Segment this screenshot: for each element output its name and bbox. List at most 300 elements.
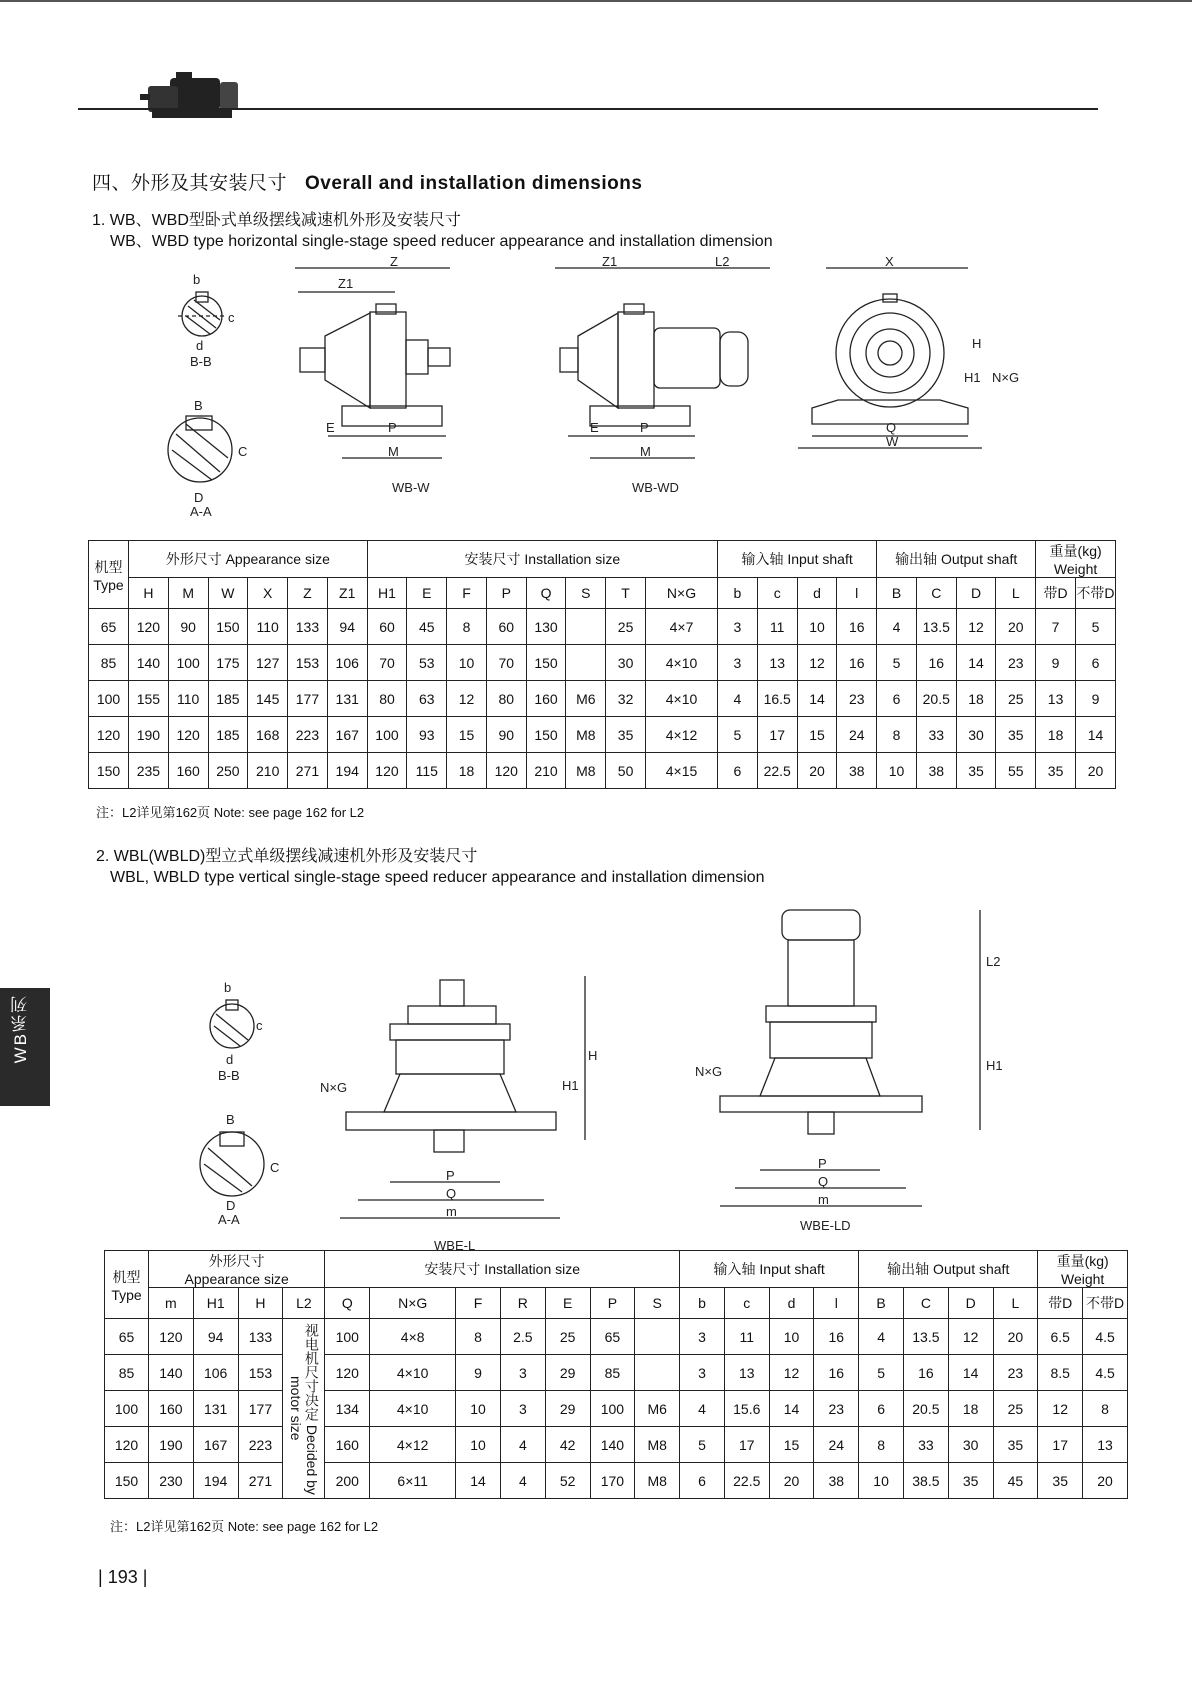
table-cell: 85 xyxy=(590,1355,635,1391)
table-cell: 168 xyxy=(248,717,288,753)
table-cell: 33 xyxy=(916,717,956,753)
table-cell: 20 xyxy=(1083,1463,1128,1499)
svg-text:m: m xyxy=(818,1192,829,1207)
table-cell: 133 xyxy=(288,609,328,645)
table-cell: 130 xyxy=(526,609,566,645)
table-cell: 235 xyxy=(129,753,169,789)
table-cell: 3 xyxy=(718,645,758,681)
column-header: H xyxy=(129,578,169,609)
table-cell: 23 xyxy=(993,1355,1038,1391)
table-cell: 4 xyxy=(500,1427,545,1463)
l2-merged-cell xyxy=(283,1319,325,1499)
table-row xyxy=(105,1463,1128,1499)
table-cell: 18 xyxy=(956,681,996,717)
column-header: P xyxy=(486,578,526,609)
column-header: d xyxy=(769,1288,814,1319)
table-cell: 15 xyxy=(769,1427,814,1463)
table-cell: 13.5 xyxy=(903,1319,948,1355)
table-cell: 8 xyxy=(859,1427,904,1463)
table-cell: 6×11 xyxy=(370,1463,456,1499)
wb-w-view xyxy=(295,254,450,495)
table-cell: 4 xyxy=(859,1319,904,1355)
table-cell: 4×10 xyxy=(370,1355,456,1391)
svg-text:d: d xyxy=(226,1052,234,1067)
table-cell: 175 xyxy=(208,645,248,681)
table-cell: 32 xyxy=(606,681,646,717)
svg-text:C: C xyxy=(270,1160,280,1175)
table-cell: 210 xyxy=(526,753,566,789)
svg-text:C: C xyxy=(238,444,248,459)
table-cell: 170 xyxy=(590,1463,635,1499)
table-cell: 133 xyxy=(238,1319,283,1355)
table-cell: 177 xyxy=(238,1391,283,1427)
svg-text:A-A: A-A xyxy=(218,1212,240,1227)
table-cell: 25 xyxy=(606,609,646,645)
table-cell: 50 xyxy=(606,753,646,789)
svg-text:WBE-L: WBE-L xyxy=(434,1238,476,1253)
table-cell: 35 xyxy=(948,1463,993,1499)
table-cell: 45 xyxy=(407,609,447,645)
column-header: E xyxy=(407,578,447,609)
table-cell: 8 xyxy=(456,1319,501,1355)
table-cell: 10 xyxy=(859,1463,904,1499)
svg-text:P: P xyxy=(388,420,397,435)
table-cell: 194 xyxy=(327,753,367,789)
table-cell: 4×12 xyxy=(370,1427,456,1463)
table-cell: 4×7 xyxy=(645,609,717,645)
table-cell: 120 xyxy=(168,717,208,753)
svg-text:M: M xyxy=(640,444,651,459)
column-header: W xyxy=(208,578,248,609)
column-header: F xyxy=(447,578,487,609)
table-cell: 110 xyxy=(248,609,288,645)
table-cell: 18 xyxy=(447,753,487,789)
table-cell: 12 xyxy=(948,1319,993,1355)
table-cell: 33 xyxy=(903,1427,948,1463)
svg-text:D: D xyxy=(226,1198,236,1213)
table-cell: 14 xyxy=(769,1391,814,1427)
table-cell: 80 xyxy=(486,681,526,717)
table-cell: 3 xyxy=(500,1391,545,1427)
table-cell: 17 xyxy=(1038,1427,1083,1463)
table-cell: 10 xyxy=(877,753,917,789)
column-header: Q xyxy=(526,578,566,609)
table-cell: 94 xyxy=(193,1319,238,1355)
table-cell: 25 xyxy=(996,681,1036,717)
table-cell: 13.5 xyxy=(916,609,956,645)
svg-text:H1: H1 xyxy=(562,1078,579,1093)
column-header: Q xyxy=(325,1288,370,1319)
table-row xyxy=(105,1355,1128,1391)
table-cell: 35 xyxy=(606,717,646,753)
column-header: L2 xyxy=(283,1288,325,1319)
svg-text:H1: H1 xyxy=(964,370,981,385)
svg-text:WB-W: WB-W xyxy=(392,480,430,495)
table-cell: 11 xyxy=(757,609,797,645)
column-header: S xyxy=(566,578,606,609)
table-cell: 38 xyxy=(837,753,877,789)
table-cell: 100 xyxy=(168,645,208,681)
table-cell: 6 xyxy=(718,753,758,789)
column-header: X xyxy=(248,578,288,609)
table-cell: 110 xyxy=(168,681,208,717)
table-cell: 14 xyxy=(948,1355,993,1391)
table-cell: 185 xyxy=(208,717,248,753)
table-cell: 230 xyxy=(149,1463,194,1499)
table-cell: 6 xyxy=(859,1391,904,1427)
table-cell: M8 xyxy=(566,753,606,789)
bb-section-2 xyxy=(210,980,263,1083)
svg-text:b: b xyxy=(193,272,201,287)
column-header: 不带D xyxy=(1083,1288,1128,1319)
table-cell xyxy=(566,645,606,681)
column-header: F xyxy=(456,1288,501,1319)
table-cell: 4×10 xyxy=(370,1391,456,1427)
table-cell: 5 xyxy=(680,1427,725,1463)
table-cell: 223 xyxy=(238,1427,283,1463)
table-cell: 153 xyxy=(238,1355,283,1391)
table-cell: 16 xyxy=(814,1355,859,1391)
table-cell: 3 xyxy=(680,1319,725,1355)
table-cell: 120 xyxy=(89,717,129,753)
column-header: C xyxy=(903,1288,948,1319)
table-cell: 4×12 xyxy=(645,717,717,753)
svg-text:L2: L2 xyxy=(715,254,730,269)
svg-text:Z: Z xyxy=(390,254,398,269)
table-cell: 120 xyxy=(367,753,407,789)
svg-text:b: b xyxy=(224,980,232,995)
table-cell: 140 xyxy=(590,1427,635,1463)
table-cell: 38 xyxy=(916,753,956,789)
table-cell: 4.5 xyxy=(1083,1355,1128,1391)
table-cell: 4×10 xyxy=(645,681,717,717)
wb-wd-view xyxy=(555,254,770,495)
front-view xyxy=(798,254,1019,449)
table-cell: 194 xyxy=(193,1463,238,1499)
table-cell: 4×15 xyxy=(645,753,717,789)
column-header: D xyxy=(956,578,996,609)
svg-text:Q: Q xyxy=(886,420,897,435)
column-header: N×G xyxy=(370,1288,456,1319)
wbe-ld-view xyxy=(695,910,1003,1233)
table-cell: 10 xyxy=(456,1391,501,1427)
table-cell: 127 xyxy=(248,645,288,681)
table-cell: 65 xyxy=(105,1319,149,1355)
table-cell: 131 xyxy=(193,1391,238,1427)
table-cell: 6 xyxy=(680,1463,725,1499)
table-cell: 12 xyxy=(447,681,487,717)
l2-note xyxy=(288,1319,320,1498)
table-cell: 14 xyxy=(1075,717,1115,753)
part2-note: 注：L2详见第162页 Note: see page 162 for L2 xyxy=(110,1519,379,1534)
table-cell: 29 xyxy=(545,1355,590,1391)
svg-text:Q: Q xyxy=(446,1186,457,1201)
table-row xyxy=(89,609,1116,645)
column-header: D xyxy=(948,1288,993,1319)
svg-text:N×G: N×G xyxy=(695,1064,723,1079)
part1-diagrams xyxy=(150,254,1080,528)
aa-section-1 xyxy=(168,398,247,519)
bb-section-1 xyxy=(178,272,235,369)
column-header: 带D xyxy=(1036,578,1076,609)
column-header: H1 xyxy=(193,1288,238,1319)
table-cell: 190 xyxy=(129,717,169,753)
table-cell: 177 xyxy=(288,681,328,717)
table-cell: 15.6 xyxy=(724,1391,769,1427)
table-cell: 35 xyxy=(1038,1463,1083,1499)
column-header: S xyxy=(635,1288,680,1319)
table-cell: 13 xyxy=(757,645,797,681)
svg-text:c: c xyxy=(256,1018,263,1033)
table-cell: 90 xyxy=(168,609,208,645)
table-cell: 20.5 xyxy=(903,1391,948,1427)
svg-text:P: P xyxy=(446,1168,455,1183)
column-header: c xyxy=(724,1288,769,1319)
svg-text:d: d xyxy=(196,338,204,353)
table-cell: 52 xyxy=(545,1463,590,1499)
table-cell: 115 xyxy=(407,753,447,789)
table-cell: 120 xyxy=(149,1319,194,1355)
table-cell: 70 xyxy=(486,645,526,681)
table-cell: 150 xyxy=(208,609,248,645)
header-motor-logo xyxy=(140,70,250,132)
table-cell: 18 xyxy=(1036,717,1076,753)
table-cell: 106 xyxy=(327,645,367,681)
column-header: 不带D xyxy=(1075,578,1115,609)
table-cell: 6.5 xyxy=(1038,1319,1083,1355)
svg-text:E: E xyxy=(590,420,599,435)
table-cell: M6 xyxy=(566,681,606,717)
table-cell: 153 xyxy=(288,645,328,681)
table-cell: 10 xyxy=(769,1319,814,1355)
column-header: H1 xyxy=(367,578,407,609)
column-header: l xyxy=(837,578,877,609)
svg-text:N×G: N×G xyxy=(992,370,1020,385)
svg-text:H: H xyxy=(588,1048,598,1063)
table-cell: 120 xyxy=(105,1427,149,1463)
table-cell: 150 xyxy=(526,717,566,753)
table-cell: 100 xyxy=(325,1319,370,1355)
table-cell: 10 xyxy=(797,609,837,645)
part1-table xyxy=(88,540,1116,789)
table-cell: 30 xyxy=(606,645,646,681)
svg-text:A-A: A-A xyxy=(190,504,212,519)
table-cell: 150 xyxy=(89,753,129,789)
column-header: P xyxy=(590,1288,635,1319)
part2-title: 2. WBL(WBLD)型立式单级摆线减速机外形及安装尺寸 WBL, WBLD type vertical single-stage speed reducer appearance and installation dimension xyxy=(96,848,765,886)
table-cell: 22.5 xyxy=(757,753,797,789)
table-cell: 140 xyxy=(149,1355,194,1391)
page-number: | 193 | xyxy=(98,1567,148,1587)
table-cell: 4 xyxy=(500,1463,545,1499)
table-cell: 42 xyxy=(545,1427,590,1463)
svg-text:m: m xyxy=(446,1204,457,1219)
table-cell: 38.5 xyxy=(903,1463,948,1499)
table-cell: 200 xyxy=(325,1463,370,1499)
table-cell: 3 xyxy=(500,1355,545,1391)
table-cell: 12 xyxy=(956,609,996,645)
table-cell: 14 xyxy=(456,1463,501,1499)
table-cell: 4 xyxy=(877,609,917,645)
table-cell: 30 xyxy=(948,1427,993,1463)
table-cell: 210 xyxy=(248,753,288,789)
table-cell: 120 xyxy=(486,753,526,789)
table-cell: 55 xyxy=(996,753,1036,789)
column-header: C xyxy=(916,578,956,609)
table-cell: 8 xyxy=(877,717,917,753)
table-cell: 185 xyxy=(208,681,248,717)
table-cell: 4 xyxy=(680,1391,725,1427)
table-cell: 140 xyxy=(129,645,169,681)
part1-note: 注：L2详见第162页 Note: see page 162 for L2 xyxy=(96,805,365,820)
table-cell: 9 xyxy=(456,1355,501,1391)
table-cell: 16 xyxy=(814,1319,859,1355)
table-cell: 80 xyxy=(367,681,407,717)
type-header: 机型 Type xyxy=(89,541,129,609)
svg-text:B-B: B-B xyxy=(190,354,212,369)
table-cell: 106 xyxy=(193,1355,238,1391)
weight-header: 重量(kg) Weight xyxy=(1036,541,1116,578)
table-cell: 12 xyxy=(769,1355,814,1391)
table-cell: 13 xyxy=(724,1355,769,1391)
appearance-header: 外形尺寸 Appearance size xyxy=(149,1251,325,1288)
table-cell: 23 xyxy=(837,681,877,717)
table-cell: 35 xyxy=(993,1427,1038,1463)
table-cell: 100 xyxy=(590,1391,635,1427)
table-cell: 25 xyxy=(545,1319,590,1355)
table-cell: 160 xyxy=(526,681,566,717)
table-cell: 30 xyxy=(956,717,996,753)
table-cell: 20 xyxy=(993,1319,1038,1355)
table-row xyxy=(89,753,1116,789)
table-cell: 9 xyxy=(1036,645,1076,681)
table-row xyxy=(89,645,1116,681)
table-cell: 3 xyxy=(680,1355,725,1391)
table-cell: 4.5 xyxy=(1083,1319,1128,1355)
header-rule xyxy=(78,108,1098,110)
table-cell: 16 xyxy=(837,645,877,681)
table-cell: 85 xyxy=(89,645,129,681)
table-cell: 24 xyxy=(814,1427,859,1463)
table-cell: 35 xyxy=(1036,753,1076,789)
column-header-row xyxy=(105,1288,1128,1319)
table-cell: 100 xyxy=(105,1391,149,1427)
table-cell: 29 xyxy=(545,1391,590,1427)
table-cell: 13 xyxy=(1083,1427,1128,1463)
table-cell: 12 xyxy=(1038,1391,1083,1427)
table-cell: 63 xyxy=(407,681,447,717)
table-cell: 23 xyxy=(996,645,1036,681)
svg-text:M: M xyxy=(388,444,399,459)
svg-text:D: D xyxy=(194,490,204,505)
table-cell: 23 xyxy=(814,1391,859,1427)
column-header: N×G xyxy=(645,578,717,609)
table-cell: 10 xyxy=(447,645,487,681)
column-header: c xyxy=(757,578,797,609)
table-cell: 94 xyxy=(327,609,367,645)
appearance-header: 外形尺寸 Appearance size xyxy=(129,541,368,578)
table-cell: 6 xyxy=(1075,645,1115,681)
column-header: E xyxy=(545,1288,590,1319)
top-border xyxy=(0,0,1192,2)
svg-text:Z1: Z1 xyxy=(338,276,354,291)
svg-text:WBE-LD: WBE-LD xyxy=(800,1218,851,1233)
table-cell: 15 xyxy=(447,717,487,753)
table-cell: 15 xyxy=(797,717,837,753)
input-shaft-header: 输入轴 Input shaft xyxy=(718,541,877,578)
table-cell: 35 xyxy=(996,717,1036,753)
table-row xyxy=(89,681,1116,717)
table-cell: 150 xyxy=(105,1463,149,1499)
svg-text:B: B xyxy=(226,1112,235,1127)
table-cell: 60 xyxy=(367,609,407,645)
svg-text:N×G: N×G xyxy=(320,1080,348,1095)
table-cell: 45 xyxy=(993,1463,1038,1499)
part2-table xyxy=(104,1250,1128,1499)
column-header: m xyxy=(149,1288,194,1319)
table-cell: 2.5 xyxy=(500,1319,545,1355)
installation-header: 安装尺寸 Installation size xyxy=(367,541,717,578)
svg-text:c: c xyxy=(228,310,235,325)
table-cell: 17 xyxy=(757,717,797,753)
weight-header: 重量(kg) Weight xyxy=(1038,1251,1128,1288)
table-cell: 17 xyxy=(724,1427,769,1463)
svg-text:Z1: Z1 xyxy=(602,254,618,269)
table-cell: 25 xyxy=(993,1391,1038,1427)
svg-text:H: H xyxy=(972,336,982,351)
series-side-tab: WB系列 xyxy=(0,988,50,1106)
svg-text:X: X xyxy=(885,254,894,269)
table-cell: 60 xyxy=(486,609,526,645)
table-cell: 3 xyxy=(718,609,758,645)
table-cell xyxy=(635,1319,680,1355)
table-cell: 150 xyxy=(526,645,566,681)
column-header: L xyxy=(993,1288,1038,1319)
column-header: B xyxy=(877,578,917,609)
table-cell: 131 xyxy=(327,681,367,717)
svg-text:W: W xyxy=(886,434,899,449)
table-cell: 5 xyxy=(1075,609,1115,645)
column-header: R xyxy=(500,1288,545,1319)
table-cell: 120 xyxy=(325,1355,370,1391)
table-cell: 65 xyxy=(590,1319,635,1355)
table-cell xyxy=(635,1355,680,1391)
table-cell: 93 xyxy=(407,717,447,753)
svg-text:P: P xyxy=(818,1156,827,1171)
table-cell: 18 xyxy=(948,1391,993,1427)
table-cell: 14 xyxy=(956,645,996,681)
table-cell: 9 xyxy=(1075,681,1115,717)
table-row xyxy=(105,1427,1128,1463)
table-row xyxy=(105,1319,1128,1355)
table-cell: 100 xyxy=(89,681,129,717)
table-cell: 250 xyxy=(208,753,248,789)
svg-text:L2: L2 xyxy=(986,954,1001,969)
table-cell: 11 xyxy=(724,1319,769,1355)
table-cell: 90 xyxy=(486,717,526,753)
table-cell xyxy=(566,609,606,645)
table-cell: M8 xyxy=(635,1427,680,1463)
section-title: 四、外形及其安装尺寸 Overall and installation dimensions xyxy=(92,173,643,194)
column-header: d xyxy=(797,578,837,609)
table-cell: 14 xyxy=(797,681,837,717)
table-cell: 13 xyxy=(1036,681,1076,717)
table-cell: 53 xyxy=(407,645,447,681)
table-cell: M8 xyxy=(635,1463,680,1499)
svg-text:H1: H1 xyxy=(986,1058,1003,1073)
svg-text:WB-WD: WB-WD xyxy=(632,480,679,495)
table-cell: 8.5 xyxy=(1038,1355,1083,1391)
